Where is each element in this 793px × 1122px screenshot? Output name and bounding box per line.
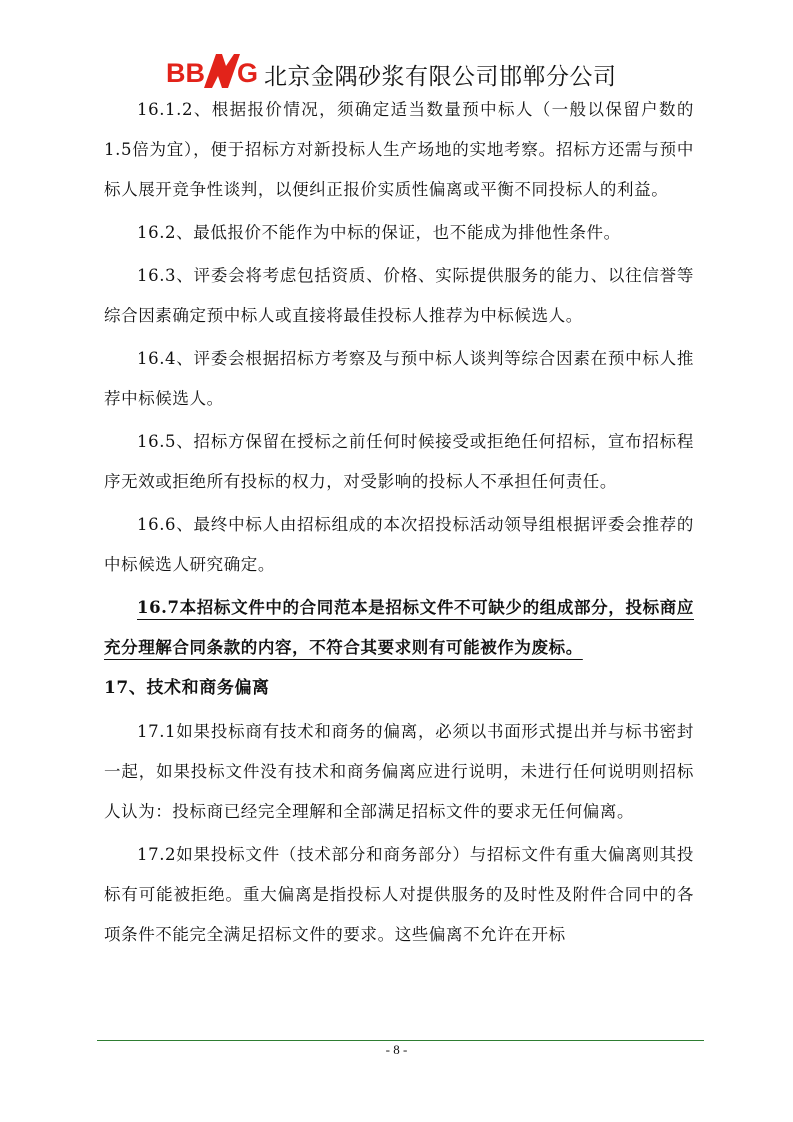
company-name: 北京金隅砂浆有限公司邯郸分公司	[264, 63, 617, 90]
logo-mark	[166, 52, 258, 92]
paragraph-16-6: 16.6、最终中标人由招标组成的本次招投标活动领导组根据评委会推荐的中标候选人研究确定。	[104, 515, 694, 574]
paragraph-16-4: 16.4、评委会根据招标方考察及与预中标人谈判等综合因素在预中标人推荐中标候选人。	[104, 349, 694, 408]
paragraph-16-3: 16.3、评委会将考虑包括资质、价格、实际提供服务的能力、以往信誉等综合因素确定预中标人或直接将最佳投标人推荐为中标候选人。	[104, 266, 694, 325]
document-body	[104, 90, 694, 958]
emphasis-paragraph-16-7: 16.7本招标文件中的合同范本是招标文件不可缺少的组成部分，投标商应充分理解合同条款的内容，不符合其要求则有可能被作为废标。	[104, 598, 694, 657]
page-header	[166, 52, 617, 92]
paragraph-16-2: 16.2、最低报价不能作为中标的保证，也不能成为排他性条件。	[137, 223, 621, 242]
paragraph-16-5: 16.5、招标方保留在授标之前任何时候接受或拒绝任何招标，宣布招标程序无效或拒绝所有投标的权力，对受影响的投标人不承担任何责任。	[104, 432, 694, 491]
section-heading-17: 17、技术和商务偏离	[104, 678, 270, 698]
bbmg-logo	[166, 52, 258, 92]
footer-divider	[97, 1040, 704, 1041]
svg-text:G: G	[237, 58, 258, 88]
paragraph-16-1-2: 16.1.2、根据报价情况，须确定适当数量预中标人（一般以保留户数的1.5倍为宜），便于招标方对新投标人生产场地的实地考察。招标方还需与预中标人展开竞争性谈判，以便纠正报价实质性偏离或平衡不同投标人的利益。	[104, 100, 694, 199]
svg-text:BB: BB	[166, 58, 205, 88]
paragraph-17-2: 17.2如果投标文件（技术部分和商务部分）与招标文件有重大偏离则其投标有可能被拒绝。重大偏离是指投标人对提供服务的及时性及附件合同中的各项条件不能完全满足招标文件的要求。这些偏离不允许在开标	[104, 845, 694, 944]
paragraph-17-1: 17.1如果投标商有技术和商务的偏离，必须以书面形式提出并与标书密封一起，如果投标文件没有技术和商务偏离应进行说明，未进行任何说明则招标人认为：投标商已经完全理解和全部满足招标文件的要求无任何偏离。	[104, 722, 694, 821]
page-number: - 8 -	[385, 1042, 408, 1057]
